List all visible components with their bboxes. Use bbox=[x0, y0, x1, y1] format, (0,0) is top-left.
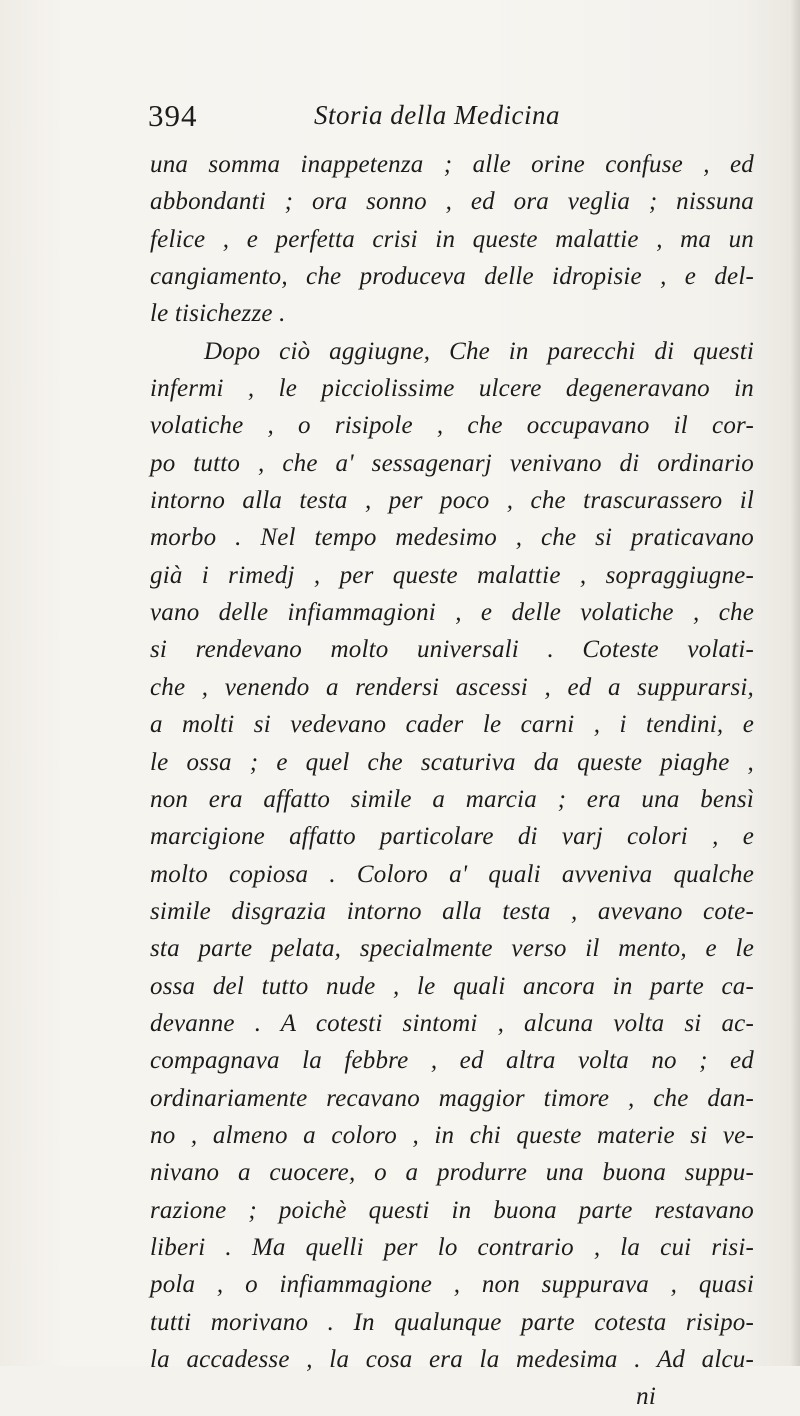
text-line: po tutto , che a' sessagenarj venivano di ordinario bbox=[150, 449, 754, 477]
page-header bbox=[0, 98, 800, 138]
text-line: pola , o infiammagione , non suppurava , quasi bbox=[150, 1271, 754, 1299]
text-line: simile disgrazia intorno alla testa , avevano cote- bbox=[150, 897, 754, 925]
catchword: ni bbox=[636, 1383, 656, 1411]
text-line: compagnava la febbre , ed altra volta no ; ed bbox=[150, 1047, 754, 1075]
text-line: devanne . A cotesti sintomi , alcuna volta si ac- bbox=[150, 1009, 754, 1037]
body-text bbox=[150, 146, 754, 1416]
text-line: infermi , le picciolissime ulcere degeneravano in bbox=[150, 375, 754, 403]
running-title: Storia della Medicina bbox=[314, 100, 560, 130]
text-line: la accadesse , la cosa era la medesima . Ad alcu- bbox=[150, 1346, 754, 1373]
text-line: ossa del tutto nude , le quali ancora in parte ca- bbox=[150, 972, 754, 1000]
text-line: le ossa ; e quel che scaturiva da queste piaghe , bbox=[150, 748, 754, 776]
page-edge-shadow bbox=[790, 0, 800, 1366]
text-line: si rendevano molto universali . Coteste volati- bbox=[150, 636, 754, 664]
text-line: morbo . Nel tempo medesimo , che si praticavano bbox=[150, 524, 754, 552]
text-line: che , venendo a rendersi ascessi , ed a suppurarsi, bbox=[150, 673, 754, 701]
text-line: felice , e perfetta crisi in queste malattie , ma un bbox=[150, 225, 754, 253]
text-line: già i rimedj , per queste malattie , sopraggiugne- bbox=[150, 561, 754, 589]
text-line: molto copiosa . Coloro a' quali avveniva qualche bbox=[150, 860, 754, 888]
text-line: Dopo ciò aggiugne, Che in parecchi di questi bbox=[204, 337, 754, 365]
text-line: nivano a cuocere, o a produrre una buona suppu- bbox=[150, 1159, 754, 1187]
page-number: 394 bbox=[148, 98, 198, 133]
text-line: tutti morivano . In qualunque parte cotesta risipo- bbox=[150, 1308, 754, 1336]
text-line: non era affatto simile a marcia ; era una bensì bbox=[150, 785, 754, 813]
text-line: razione ; poichè questi in buona parte restavano bbox=[150, 1196, 754, 1224]
text-line: vano delle infiammagioni , e delle volatiche , che bbox=[150, 599, 754, 627]
text-line: liberi . Ma quelli per lo contrario , la cui risi- bbox=[150, 1233, 754, 1261]
text-line: sta parte pelata, specialmente verso il mento, e le bbox=[150, 935, 754, 963]
text-line: intorno alla testa , per poco , che trascurassero il bbox=[150, 487, 754, 515]
text-line: a molti si vedevano cader le carni , i tendini, e bbox=[150, 711, 754, 739]
text-line: ordinariamente recavano maggior timore , che dan- bbox=[150, 1084, 754, 1112]
text-line: una somma inappetenza ; alle orine confuse , ed bbox=[150, 151, 754, 178]
text-line: volatiche , o risipole , che occupavano il cor- bbox=[150, 412, 754, 440]
text-line: le tisichezze . bbox=[150, 300, 286, 328]
text-line: no , almeno a coloro , in chi queste materie si ve- bbox=[150, 1121, 754, 1149]
text-line: abbondanti ; ora sonno , ed ora veglia ; nissuna bbox=[150, 188, 754, 216]
text-line: cangiamento, che produceva delle idropisie , e del- bbox=[150, 263, 754, 291]
text-line: marcigione affatto particolare di varj colori , e bbox=[150, 823, 754, 851]
